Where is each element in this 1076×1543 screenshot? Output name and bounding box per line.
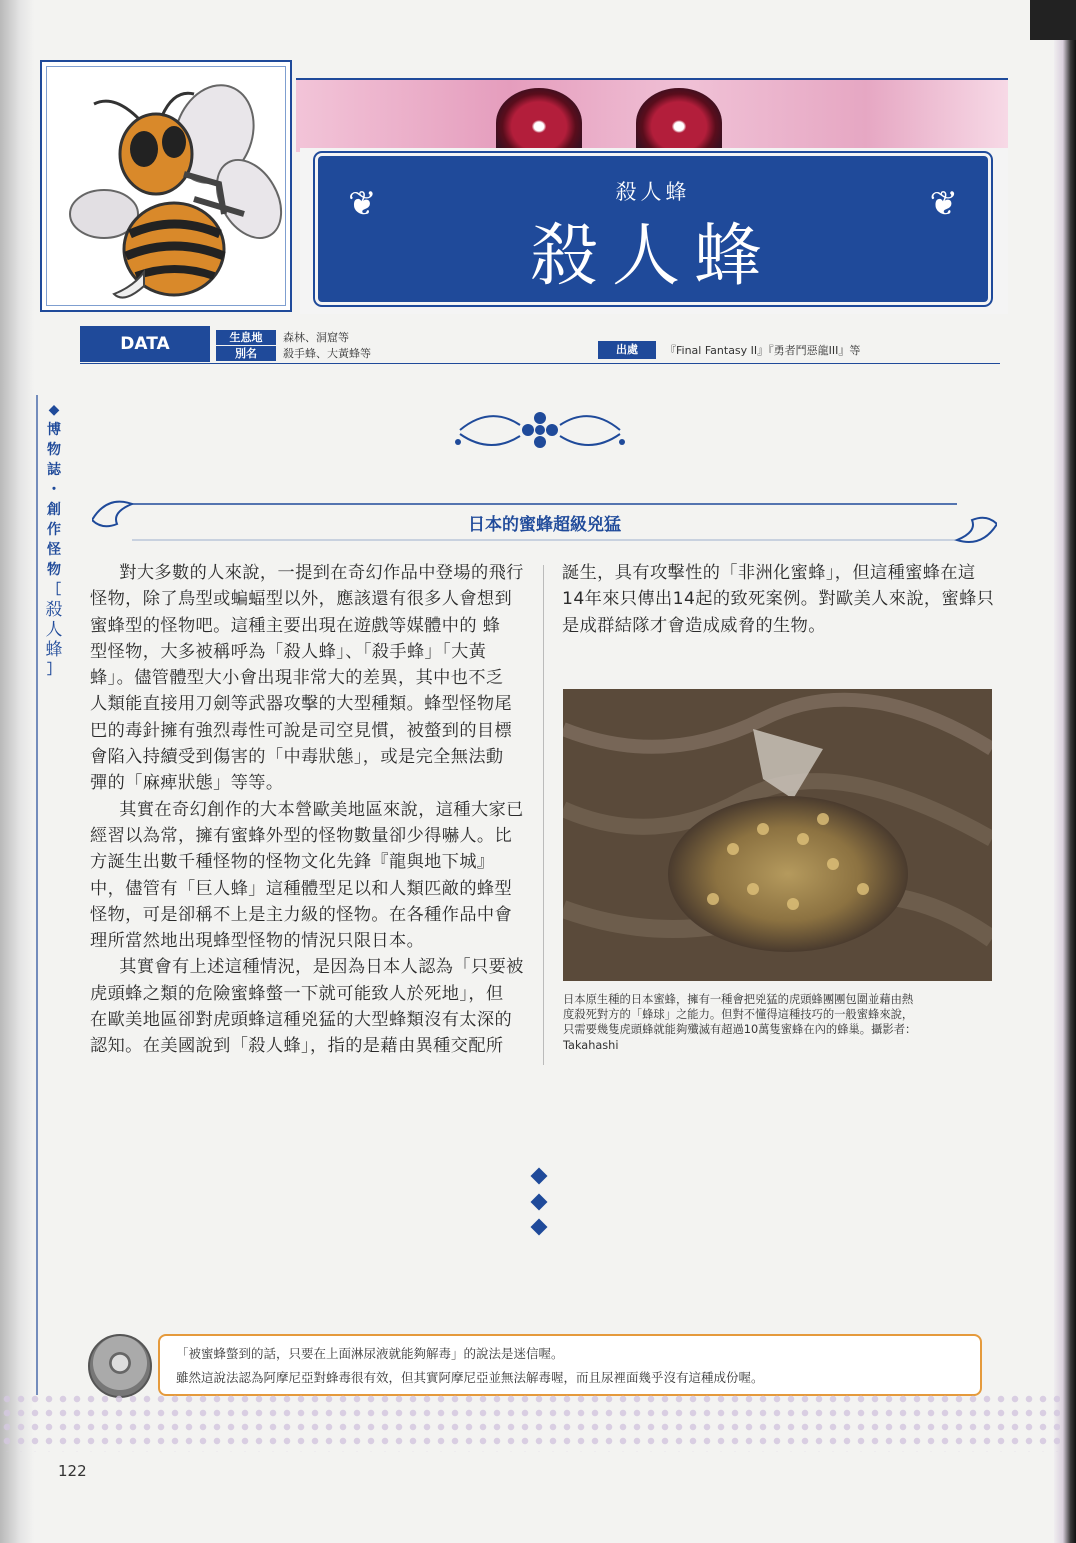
flourish-right-icon: ❦ [929, 184, 958, 224]
killer-bee-illustration [44, 64, 288, 308]
paragraph: 其實在奇幻創作的大本營歐美地區來說，這種大家已 經習以為常，擁有蜜蜂外型的怪物數量卻少得嚇人。比 方誕生出數千種怪物的怪物文化先鋒『龍與地下城』 中，儘管有「巨人蜂」這種體型足以和人類匹敵的蜂型 怪物，可是卻稱不上是主力級的怪物。在各種作品中會 理所當然地出現蜂型怪物的情況只限日本。 [90, 799, 524, 952]
paragraph: 其實會有上述這種情況，是因為日本人認為「只要被 虎頭蜂之類的危險蜜蜂螫一下就可能致人於死地」，但 在歐美地區卻對虎頭蜂這種兇猛的大型蜂類沒有太深的 認知。在美國說到「殺人蜂」，指的是藉由異種交配所 [90, 957, 524, 1057]
page-number: 122 [58, 1462, 87, 1480]
text-line: 誕生，具有攻擊性的「非洲化蜜蜂」，但這種蜜蜂在這 [562, 563, 976, 583]
page-title: 殺人蜂 [529, 217, 776, 296]
diamond-icon [531, 1194, 548, 1211]
character-eyes-banner [296, 78, 1008, 152]
habitat-value: 森林、洞窟等 [283, 331, 349, 344]
photo-image [563, 689, 992, 981]
page-corner [1030, 0, 1076, 40]
alias-label: 別名 [216, 346, 276, 361]
bee-ball-photo [563, 689, 992, 981]
title-banner [318, 156, 988, 302]
diamond-icon [531, 1168, 548, 1185]
paragraph: 對大多數的人來說，一提到在奇幻作品中登場的飛行 怪物，除了鳥型或蝙蝠型以外，應該還有很多人會想到 蜜蜂型的怪物吧。這種主要出現在遊戲等媒體中的 蜂 型怪物，大多被稱呼為「殺人蜂」、「殺手蜂」「大黃 蜂」。儘管體型大小會出現非常大的差異，其中也不乏 人類能直接用刀劍等武器攻擊的大型種類。蜂型怪物尾 巴的毒針擁有強烈毒性可說是司空見慣，被螫到的目標 會陷入持續受到傷害的「中毒狀態」，或是完全無法動 彈的「麻痺狀態」等等。 [90, 563, 524, 794]
section-title: 日本的蜜蜂超級兇猛 [468, 515, 621, 535]
side-chapter-tab: ◆ 博 物 誌 ・ 創 作 怪 物 ［ 殺 人 蜂 ］ [45, 402, 63, 678]
text-line: 是成群結隊才會造成威脅的生物。 [562, 615, 826, 636]
page-subtitle: 殺人蜂 [615, 180, 691, 204]
alias-value: 殺手蜂、大黃蜂等 [283, 347, 371, 360]
text-line: 14年來只傳出14起的致死案例。對歐美人來說，蜜蜂只 [562, 589, 995, 610]
flourish-left-icon: ❦ [348, 184, 377, 224]
dot-pattern-decoration [0, 1392, 1060, 1452]
monster-illustration-frame [40, 60, 292, 312]
article-right-column [562, 560, 1002, 639]
tip-note [158, 1334, 982, 1396]
data-divider [80, 363, 1000, 364]
side-rule [36, 395, 38, 1395]
diamond-icon [531, 1219, 548, 1236]
eye-right [636, 88, 722, 152]
habitat-label: 生息地 [216, 330, 276, 345]
tip-line-1: 「被蜜蜂螫到的話，只要在上面淋尿液就能夠解毒」的說法是迷信喔。 [176, 1346, 564, 1361]
photo-caption: 日本原生種的日本蜜蜂，擁有一種會把兇猛的虎頭蜂團團包圍並藉由熱 度殺死對方的「蜂球」之能力。但對不懂得這種技巧的一般蜜蜂來說， 只需要幾隻虎頭蜂就能夠殲滅有超過10萬隻蜜蜂在內的蜂巢。攝影者： Takahashi [563, 993, 917, 1052]
data-tag: DATA [80, 326, 210, 362]
article-left-column [90, 560, 530, 1060]
ornament-flower-icon [450, 400, 630, 460]
source-label: 出處 [598, 341, 656, 359]
source-value: 『Final Fantasy II』『勇者鬥惡龍III』等 [665, 344, 861, 357]
tip-line-2: 雖然這說法認為阿摩尼亞對蜂毒很有效，但其實阿摩尼亞並無法解毒喔，而且尿裡面幾乎沒有這種成份喔。 [176, 1370, 764, 1385]
title-panel [300, 148, 1008, 314]
column-divider [543, 565, 544, 1065]
section-header [92, 490, 997, 550]
binding-shadow [0, 0, 34, 1543]
mascot-avatar [88, 1334, 152, 1398]
eye-left [496, 88, 582, 152]
page-edge [1054, 0, 1076, 1543]
